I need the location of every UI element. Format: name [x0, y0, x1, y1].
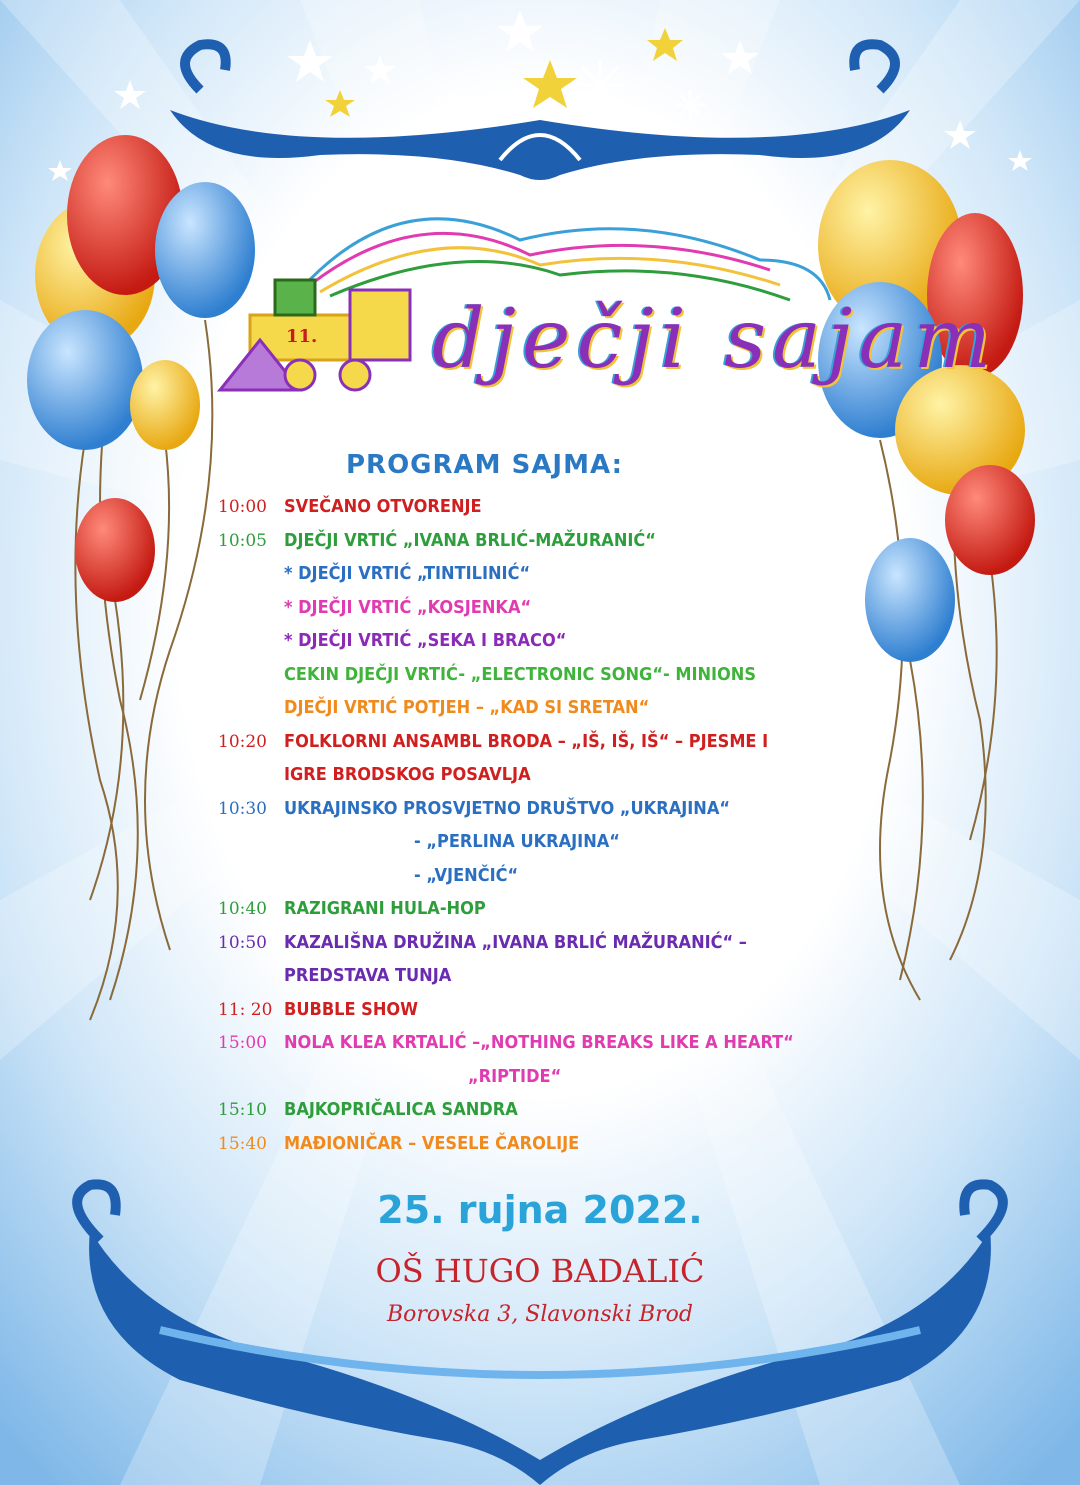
- program-text: CEKIN DJEČJI VRTIĆ- „ELECTRONIC SONG“- MINIONS: [284, 663, 757, 685]
- program-item: [218, 959, 958, 993]
- program-item: [218, 1093, 958, 1127]
- program-time: 10:20: [218, 731, 267, 752]
- program-item: [218, 591, 958, 625]
- program-item: [218, 1060, 958, 1094]
- program-text: BAJKOPRIČALICA SANDRA: [284, 1099, 518, 1120]
- program-time: 15:00: [218, 1033, 267, 1053]
- program-item: [218, 892, 958, 926]
- program-heading: PROGRAM SAJMA:: [346, 450, 623, 480]
- poster-title: dječji sajam: [432, 292, 998, 387]
- program-text: „RIPTIDE“: [468, 1065, 562, 1087]
- program-item: [218, 825, 958, 859]
- program-text: RAZIGRANI HULA-HOP: [284, 898, 486, 919]
- program-text: DJEČJI VRTIĆ „IVANA BRLIĆ-MAŽURANIĆ“: [284, 529, 656, 551]
- program-time: 15:10: [218, 1100, 267, 1120]
- program-item: [218, 490, 958, 524]
- program-item: [218, 758, 958, 792]
- program-text: BUBBLE SHOW: [284, 998, 419, 1020]
- program-item: [218, 1026, 958, 1060]
- program-text: KAZALIŠNA DRUŽINA „IVANA BRLIĆ MAŽURANIĆ“ –: [284, 931, 747, 953]
- program-time: 10:50: [218, 932, 267, 953]
- venue-address: Borovska 3, Slavonski Brod: [386, 1302, 694, 1327]
- program-text: UKRAJINSKO PROSVJETNO DRUŠTVO „UKRAJINA“: [284, 797, 730, 819]
- program-item: [218, 993, 958, 1027]
- program-item: [218, 658, 958, 692]
- program-item: [218, 1127, 958, 1161]
- program-time: 10:00: [218, 497, 267, 517]
- program-item: [218, 926, 958, 960]
- program-item: [218, 557, 958, 591]
- program-time: 15:40: [218, 1133, 267, 1154]
- program-time: 10:30: [218, 798, 267, 819]
- program-item: [218, 725, 958, 759]
- program-time: 11: 20: [218, 999, 273, 1020]
- program-item: [218, 859, 958, 893]
- program-text: DJEČJI VRTIĆ POTJEH – „KAD SI SRETAN“: [284, 697, 650, 718]
- program-text: FOLKLORNI ANSAMBL BRODA – „IŠ, IŠ, IŠ“ – PJESME I: [284, 730, 769, 752]
- program-text: MAĐIONIČAR – VESELE ČAROLIJE: [284, 1132, 580, 1154]
- program-text: PREDSTAVA TUNJA: [284, 965, 452, 986]
- program-text: IGRE BRODSKOG POSAVLJA: [284, 764, 531, 785]
- program-item: [218, 624, 958, 658]
- program-item: [218, 792, 958, 826]
- program-text: - „PERLINA UKRAJINA“: [414, 831, 620, 852]
- venue-name: OŠ HUGO BADALIĆ: [375, 1252, 705, 1290]
- program-text: * DJEČJI VRTIĆ „SEKA I BRACO“: [284, 630, 567, 651]
- program-item: [218, 691, 958, 725]
- program-text: SVEČANO OTVORENJE: [284, 496, 482, 517]
- edition-number: 11.: [286, 326, 318, 347]
- program-text: NOLA KLEA KRTALIĆ –„NOTHING BREAKS LIKE A HEART“: [284, 1032, 794, 1053]
- program-time: 10:05: [218, 530, 267, 551]
- event-date: 25. rujna 2022.: [377, 1188, 703, 1232]
- program-item: [218, 524, 958, 558]
- program-time: 10:40: [218, 899, 267, 919]
- program-text: * DJEČJI VRTIĆ „KOSJENKA“: [284, 596, 532, 618]
- program-text: - „VJENČIĆ“: [414, 864, 519, 886]
- program-text: * DJEČJI VRTIĆ „TINTILINIĆ“: [284, 563, 531, 584]
